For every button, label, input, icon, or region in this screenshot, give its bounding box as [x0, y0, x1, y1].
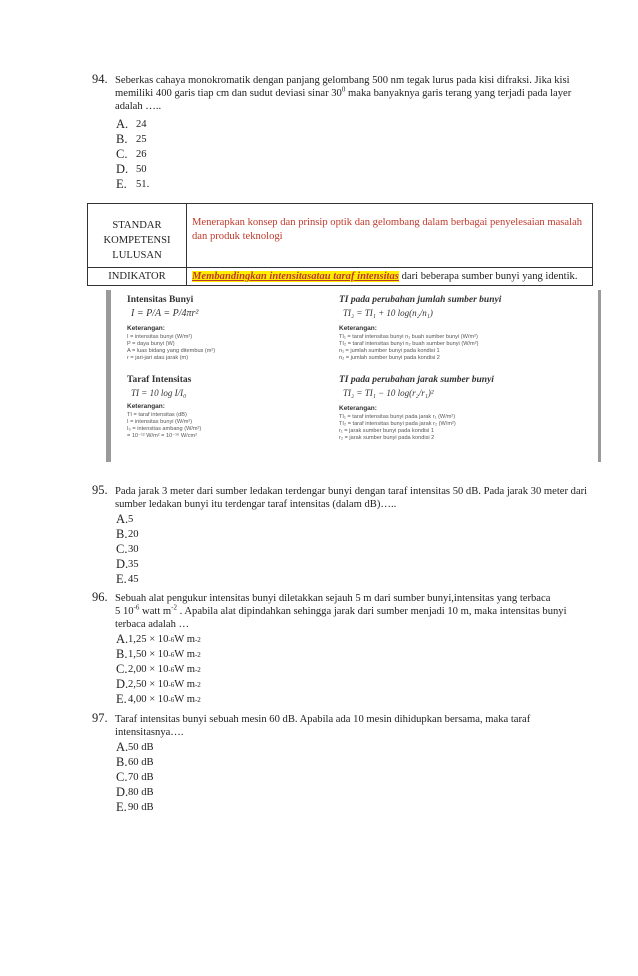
question-96	[92, 592, 592, 707]
option-e: E. 45	[116, 572, 139, 586]
option-e: E. 51.	[116, 177, 150, 191]
indikator-highlight: Membandingkan intensitasatau taraf intensitas	[192, 271, 399, 282]
option-a: A. 50 dB	[116, 740, 154, 754]
skl-text: Menerapkan konsep dan prinsip optik dan gelombang dalam berbagai penyelesaian masalah dan produk teknologi	[187, 204, 593, 268]
question-stem: Pada jarak 3 meter dari sumber ledakan terdengar bunyi dengan taraf intensitas 50 dB. Pada jarak 30 meter dari sumber ledakan bunyi itu terdengar taraf intensitas (dalam dB)…..	[115, 486, 588, 510]
option-b: B. 60 dB	[116, 755, 154, 769]
legend-line: = 10⁻¹² W/m² = 10⁻¹⁶ W/cm²	[127, 432, 198, 439]
option-d: D. 80 dB	[116, 785, 154, 799]
options-list	[116, 512, 592, 587]
section-title: TI pada perubahan jumlah sumber bunyi	[339, 295, 502, 305]
option-a: A. 1,25 × 10 -6 W m -2	[116, 632, 201, 646]
legend-line: I₀ = intensitas ambang (W/m²)	[127, 425, 202, 432]
legend-line: TI = taraf intensitas (dB)	[127, 411, 187, 418]
legend-line: n₁ = jumlah sumber bunyi pada kondisi 1	[339, 347, 440, 354]
legend-line: TI₂ = taraf intensitas bunyi pada jarak r₂ (W/m²)	[339, 420, 456, 427]
option-a: A. 24	[116, 117, 147, 131]
legend-line: TI₁ = taraf intensitas bunyi pada jarak r₁ (W/m²)	[339, 413, 456, 420]
taraf-section	[127, 376, 327, 440]
question-94	[92, 74, 592, 192]
legend-line: I = intensitas bunyi (W/m²)	[127, 418, 193, 425]
question-stem: Taraf intensitas bunyi sebuah mesin 60 dB. Apabila ada 10 mesin dihidupkan bersama, maka taraf intensitasnya….	[115, 714, 531, 738]
option-c: C. 2,00 × 10 -6 W m -2	[116, 662, 201, 676]
legend-line: r = jari-jari atau jarak (m)	[127, 354, 189, 361]
option-b: B. 20	[116, 527, 139, 541]
jarak-section	[339, 376, 589, 442]
formula: I = P/A = P/4πr²	[131, 307, 199, 319]
legend-line: TI₁ = taraf intensitas bunyi n₁ buah sumber bunyi (W/m²)	[339, 333, 478, 340]
option-d: D. 2,50 × 10 -6 W m -2	[116, 677, 201, 691]
option-c: C. 26	[116, 147, 147, 161]
section-title: Intensitas Bunyi	[127, 295, 194, 305]
section-title: Taraf Intensitas	[127, 375, 192, 385]
option-d: D. 35	[116, 557, 139, 571]
legend-line: A = luas bidang yang ditembus (m²)	[127, 347, 216, 354]
legend-title: Keterangan:	[127, 325, 165, 332]
question-number: 96.	[92, 590, 108, 604]
question-97	[92, 713, 592, 815]
formula: TI₂ = TI₁ + 10 log(n₂/n₁)	[343, 307, 433, 318]
option-b: B. 1,50 × 10 -6 W m -2	[116, 647, 201, 661]
jumlah-section	[339, 296, 589, 362]
legend-title: Keterangan:	[339, 325, 377, 332]
option-b: B. 25	[116, 132, 147, 146]
option-a: A. 5	[116, 512, 134, 526]
question-number: 94.	[92, 72, 108, 86]
legend-line: I = intensitas bunyi (W/m²)	[127, 333, 193, 340]
option-d: D. 50	[116, 162, 147, 176]
options-list	[116, 632, 592, 707]
indikator-label: INDIKATOR	[88, 268, 187, 286]
question-number: 95.	[92, 483, 108, 497]
formula: TI = 10 log I/I₀	[131, 387, 187, 398]
legend-title: Keterangan:	[127, 403, 165, 410]
question-95	[92, 485, 592, 587]
question-stem: Seberkas cahaya monokromatik dengan panjang gelombang 500 nm tegak lurus pada kisi difraksi. Jika kisi memiliki 400 garis tiap cm dan sudut deviasi sinar $30^0$ maka banyaknya garis terang yang terjadi pada layer adalah …..	[115, 75, 572, 112]
intensitas-section	[127, 296, 327, 362]
question-stem: Sebuah alat pengukur intensitas bunyi diletakkan sejauh 5 m dari sumber bunyi,intensitas yang terbaca 5 $10^{-6}$ watt $m^{-2}$ . Apabila alat dipindahkan sehingga jarak dari sumber menjadi 10 m, maka intensitas bunyi terbaca adalah …	[115, 593, 567, 630]
legend-title: Keterangan:	[339, 405, 377, 412]
legend-line: r₁ = jarak sumber bunyi pada kondisi 1	[339, 427, 435, 434]
skl-table	[87, 203, 593, 286]
option-c: C. 70 dB	[116, 770, 154, 784]
option-c: C. 30	[116, 542, 139, 556]
option-e: E. 90 dB	[116, 800, 154, 814]
options-list	[116, 117, 592, 192]
formula: TI₂ = TI₁ − 10 log(r₂/r₁)²	[343, 387, 434, 398]
indikator-text: Membandingkan intensitasatau taraf intensitas dari beberapa sumber bunyi yang identik.	[187, 268, 593, 286]
option-e: E. 4,00 × 10 -6 W m -2	[116, 692, 201, 706]
legend-line: n₂ = jumlah sumber bunyi pada kondisi 2	[339, 354, 440, 361]
section-title: TI pada perubahan jarak sumber bunyi	[339, 375, 494, 385]
options-list	[116, 740, 592, 815]
formula-figure	[106, 290, 601, 462]
question-number: 97.	[92, 711, 108, 725]
legend-line: r₂ = jarak sumber bunyi pada kondisi 2	[339, 434, 435, 441]
skl-label: STANDAR KOMPETENSI LULUSAN	[88, 204, 187, 268]
legend-line: TI₂ = taraf intensitas bunyi n₂ buah sumber bunyi (W/m²)	[339, 340, 479, 347]
legend-line: P = daya bunyi (W)	[127, 340, 175, 347]
